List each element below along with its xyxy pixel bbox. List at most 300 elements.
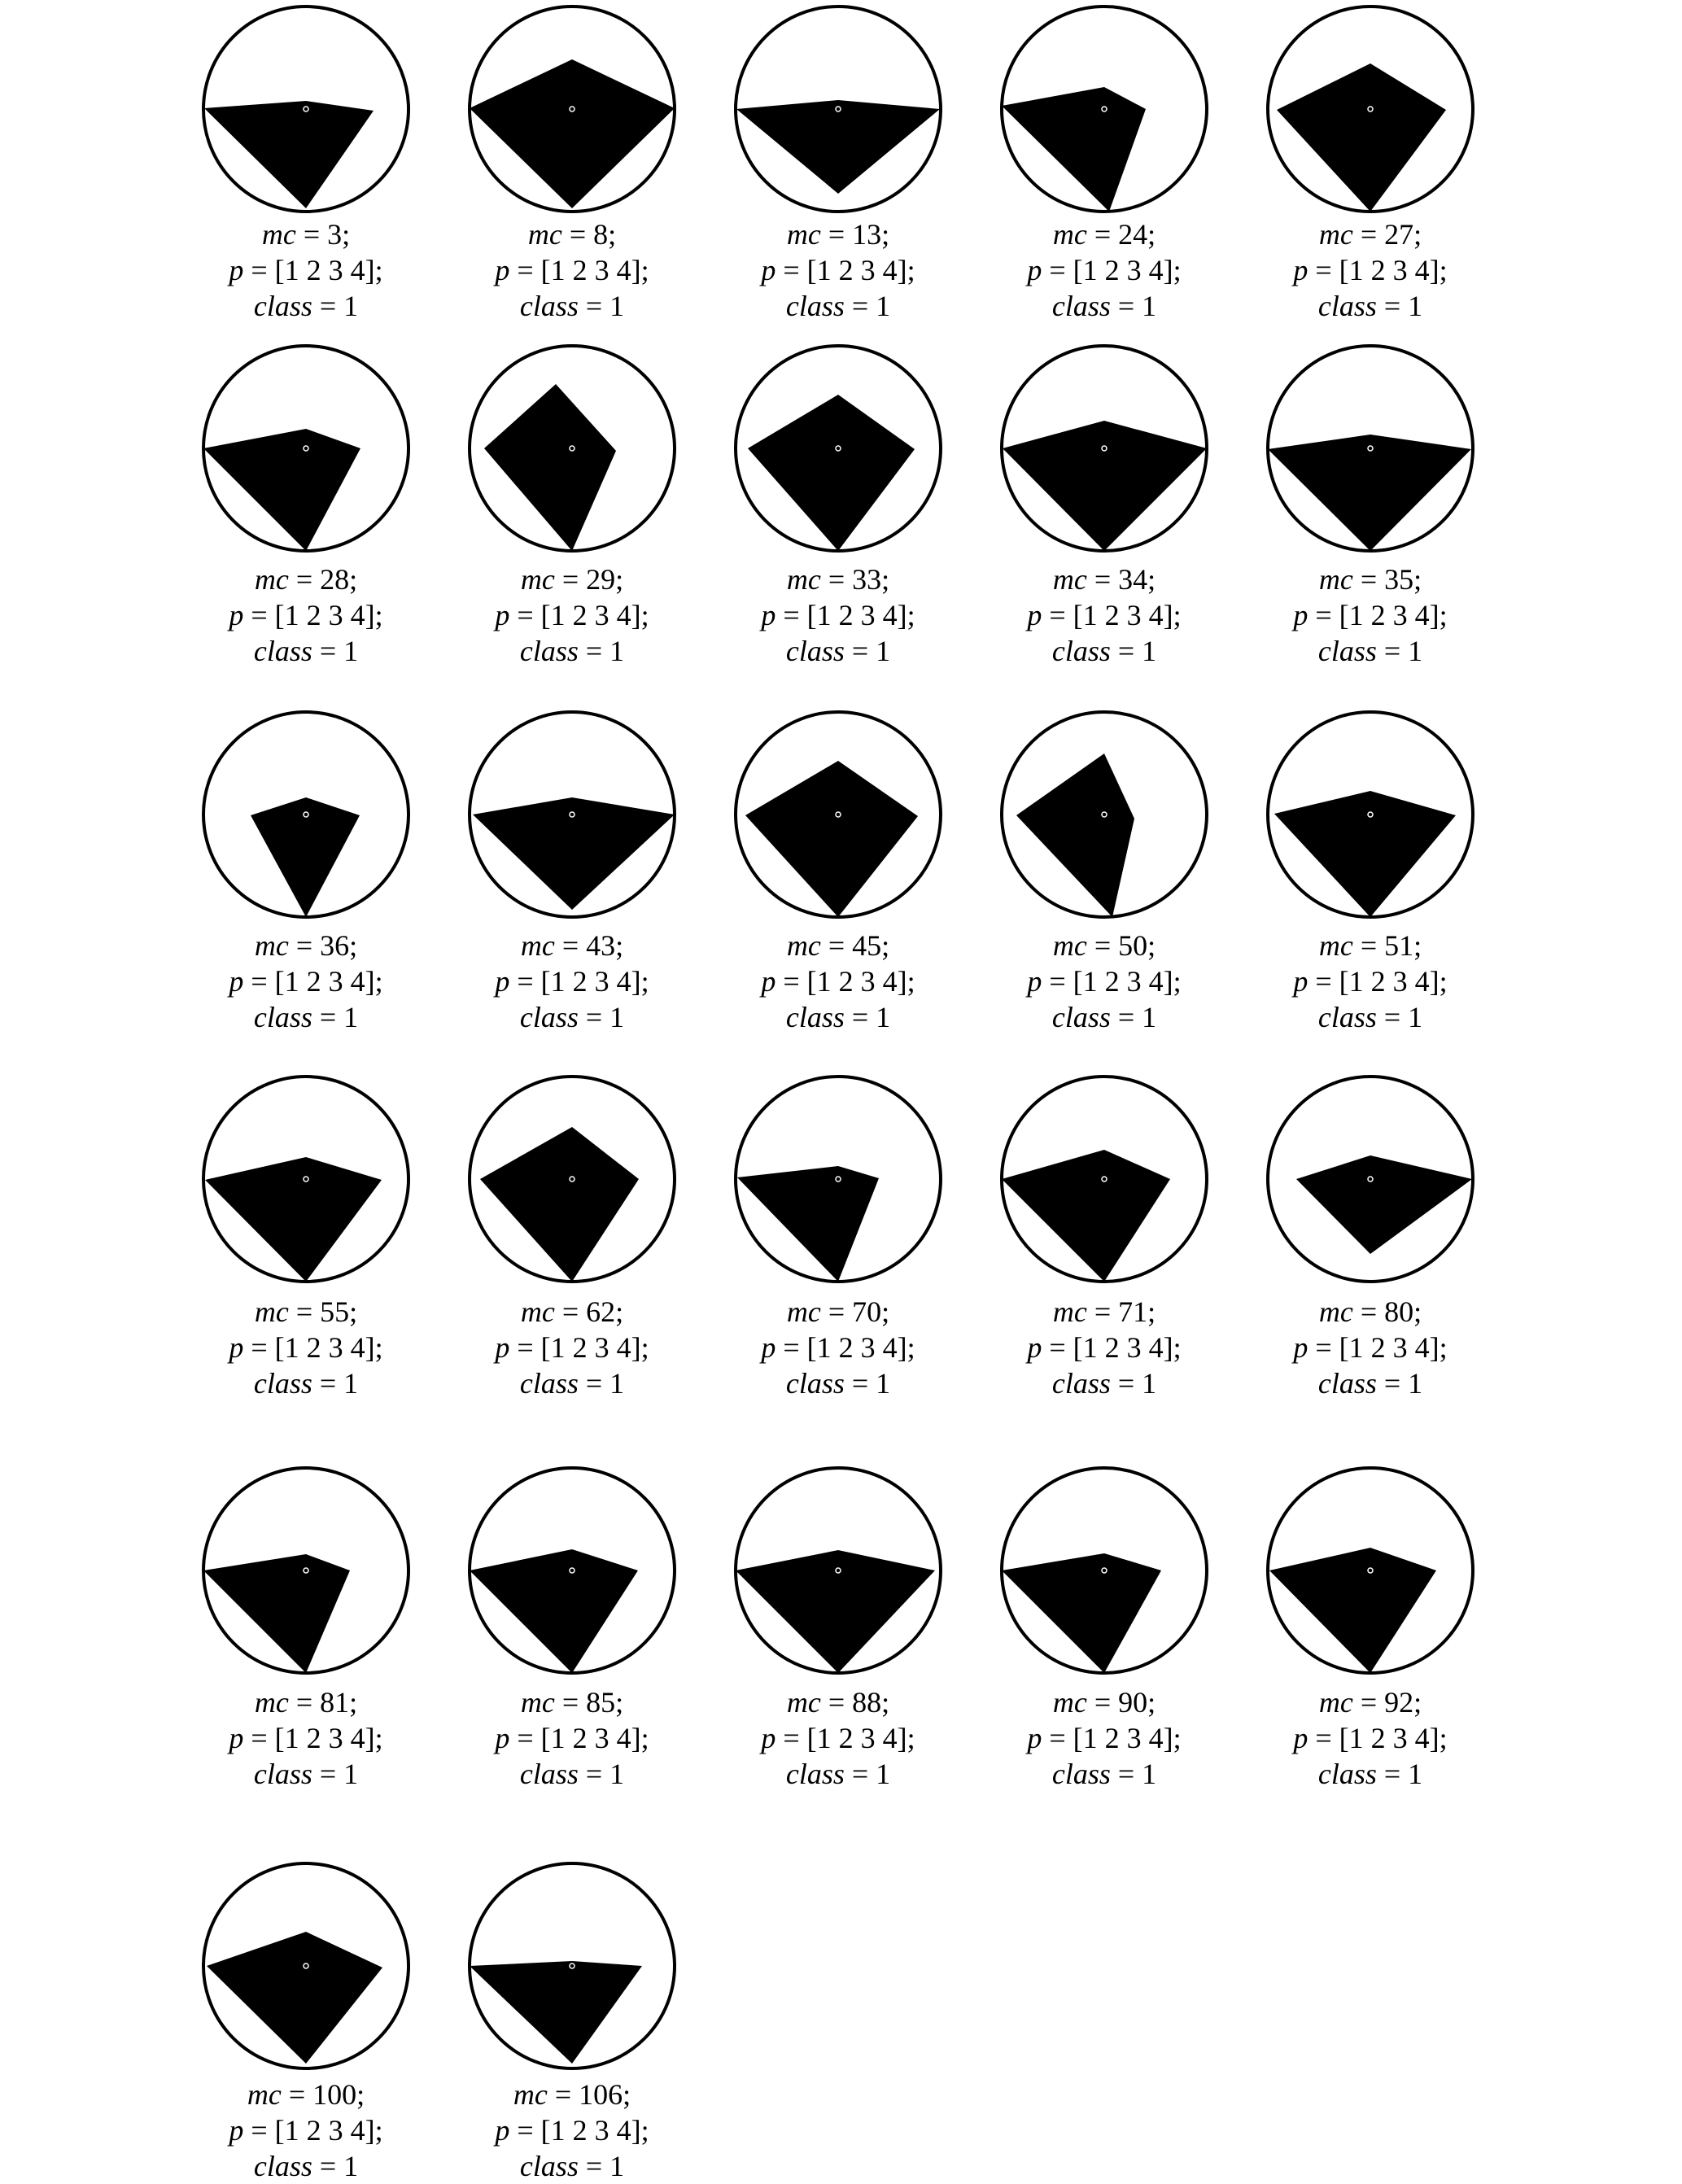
- caption-variable: mc: [1052, 1295, 1087, 1328]
- caption-mc: [1240, 216, 1501, 252]
- caption-equals: =: [243, 965, 275, 998]
- caption-mc: [708, 928, 968, 963]
- caption-semicolon: ;: [1147, 563, 1156, 596]
- caption-value: 27: [1384, 218, 1414, 251]
- caption-variable: p: [495, 254, 510, 286]
- caption-equals: =: [1308, 599, 1339, 631]
- panel-caption: [176, 1294, 436, 1401]
- caption-equals: =: [844, 1367, 876, 1400]
- caption-equals: =: [561, 218, 594, 251]
- caption-variable: class: [519, 1758, 579, 1790]
- caption-variable: class: [785, 1758, 845, 1790]
- caption-p: [974, 597, 1234, 633]
- caption-p: [176, 963, 436, 999]
- caption-equals: =: [1110, 1758, 1142, 1790]
- caption-equals: =: [312, 635, 344, 667]
- caption-semicolon: ;: [1173, 1722, 1182, 1754]
- panel-caption: [176, 2077, 436, 2184]
- caption-equals: =: [554, 1686, 587, 1719]
- caption-semicolon: ;: [1439, 599, 1448, 631]
- caption-value: 1: [343, 1758, 359, 1790]
- caption-value: 1: [876, 1001, 891, 1033]
- caption-equals: =: [1110, 1001, 1142, 1033]
- caption-equals: =: [1110, 290, 1142, 322]
- caption-variable: p: [1027, 965, 1042, 998]
- caption-value: 43: [586, 929, 616, 962]
- caption-semicolon: ;: [907, 1331, 915, 1364]
- caption-p: [442, 1720, 702, 1756]
- caption-variable: class: [1051, 635, 1111, 667]
- caption-semicolon: ;: [615, 929, 624, 962]
- panel-caption: [708, 216, 968, 324]
- caption-equals: =: [578, 635, 610, 667]
- caption-equals: =: [1308, 254, 1339, 286]
- caption-equals: =: [1376, 1367, 1409, 1400]
- caption-equals: =: [775, 254, 807, 286]
- caption-mc: [708, 1294, 968, 1330]
- caption-mc: [708, 561, 968, 597]
- caption-semicolon: ;: [1147, 1686, 1156, 1719]
- panel-caption: [442, 2077, 702, 2184]
- caption-p: [708, 597, 968, 633]
- caption-p: [708, 1720, 968, 1756]
- caption-p: [176, 1330, 436, 1365]
- caption-equals: =: [820, 563, 853, 596]
- caption-class: [1240, 288, 1501, 324]
- caption-value: [1 2 3 4]: [806, 1722, 907, 1754]
- caption-value: 50: [1118, 929, 1148, 962]
- caption-semicolon: ;: [374, 2114, 383, 2147]
- panel-caption: [442, 561, 702, 669]
- caption-class: [974, 1756, 1234, 1792]
- caption-variable: class: [1051, 1758, 1111, 1790]
- caption-value: [1 2 3 4]: [1073, 254, 1173, 286]
- caption-variable: mc: [520, 1686, 555, 1719]
- caption-equals: =: [820, 1686, 853, 1719]
- caption-value: [1 2 3 4]: [540, 1722, 641, 1754]
- panel-100: [203, 1863, 408, 2068]
- caption-value: 1: [1142, 1758, 1157, 1790]
- caption-class: [176, 633, 436, 669]
- caption-value: 1: [876, 635, 891, 667]
- caption-equals: =: [1352, 929, 1385, 962]
- caption-variable: class: [519, 635, 579, 667]
- caption-variable: p: [1293, 599, 1308, 631]
- caption-mc: [974, 928, 1234, 963]
- caption-value: [1 2 3 4]: [806, 599, 907, 631]
- caption-semicolon: ;: [349, 1295, 358, 1328]
- caption-equals: =: [509, 1331, 541, 1364]
- caption-variable: class: [519, 290, 579, 322]
- panel-caption: [974, 1684, 1234, 1792]
- caption-equals: =: [1110, 1367, 1142, 1400]
- caption-equals: =: [1086, 218, 1119, 251]
- caption-equals: =: [844, 1758, 876, 1790]
- caption-equals: =: [281, 2078, 313, 2111]
- caption-variable: mc: [1052, 563, 1087, 596]
- caption-mc: [708, 216, 968, 252]
- caption-value: [1 2 3 4]: [274, 1722, 375, 1754]
- caption-variable: p: [495, 1722, 510, 1754]
- caption-class: [708, 633, 968, 669]
- caption-mc: [974, 216, 1234, 252]
- panel-caption: [708, 1684, 968, 1792]
- caption-variable: p: [761, 599, 776, 631]
- caption-variable: mc: [1052, 929, 1087, 962]
- caption-variable: class: [253, 2150, 312, 2182]
- caption-value: 92: [1384, 1686, 1414, 1719]
- caption-semicolon: ;: [615, 1295, 624, 1328]
- caption-variable: class: [519, 1001, 579, 1033]
- caption-p: [176, 252, 436, 288]
- panel-caption: [974, 561, 1234, 669]
- panel-caption: [176, 1684, 436, 1792]
- panel-caption: [708, 1294, 968, 1401]
- caption-equals: =: [288, 1686, 321, 1719]
- caption-value: 29: [586, 563, 616, 596]
- caption-variable: class: [253, 635, 312, 667]
- caption-equals: =: [243, 254, 275, 286]
- caption-variable: p: [495, 599, 510, 631]
- caption-value: 1: [609, 1001, 625, 1033]
- panel-caption: [974, 1294, 1234, 1401]
- caption-semicolon: ;: [1413, 929, 1422, 962]
- caption-value: 1: [609, 635, 625, 667]
- caption-semicolon: ;: [374, 599, 383, 631]
- caption-variable: p: [1293, 1331, 1308, 1364]
- panel-caption: [1240, 216, 1501, 324]
- caption-class: [708, 288, 968, 324]
- caption-semicolon: ;: [1147, 1295, 1156, 1328]
- caption-value: [1 2 3 4]: [274, 2114, 375, 2147]
- caption-equals: =: [312, 290, 344, 322]
- caption-equals: =: [509, 2114, 541, 2147]
- caption-class: [442, 999, 702, 1035]
- caption-variable: mc: [261, 218, 296, 251]
- caption-value: 81: [320, 1686, 350, 1719]
- caption-value: [1 2 3 4]: [1073, 1722, 1173, 1754]
- panel-caption: [974, 928, 1234, 1035]
- caption-semicolon: ;: [640, 599, 649, 631]
- panel-24: [1002, 7, 1207, 212]
- caption-variable: mc: [520, 563, 555, 596]
- caption-equals: =: [820, 1295, 853, 1328]
- caption-semicolon: ;: [356, 2078, 365, 2111]
- caption-semicolon: ;: [1147, 218, 1156, 251]
- caption-variable: p: [761, 1722, 776, 1754]
- panel-caption: [176, 928, 436, 1035]
- caption-semicolon: ;: [349, 563, 358, 596]
- caption-equals: =: [1086, 563, 1119, 596]
- caption-equals: =: [775, 599, 807, 631]
- caption-value: [1 2 3 4]: [274, 965, 375, 998]
- panel-caption: [176, 216, 436, 324]
- caption-semicolon: ;: [1173, 254, 1182, 286]
- panel-caption: [442, 216, 702, 324]
- caption-class: [176, 2148, 436, 2184]
- caption-p: [974, 963, 1234, 999]
- caption-semicolon: ;: [374, 965, 383, 998]
- caption-equals: =: [1352, 1295, 1385, 1328]
- caption-semicolon: ;: [623, 2078, 631, 2111]
- panel-caption: [442, 1684, 702, 1792]
- caption-equals: =: [288, 563, 321, 596]
- caption-variable: class: [1051, 1001, 1111, 1033]
- caption-value: 3: [327, 218, 343, 251]
- caption-value: 70: [852, 1295, 882, 1328]
- caption-class: [176, 288, 436, 324]
- caption-equals: =: [578, 2150, 610, 2182]
- caption-variable: class: [1051, 1367, 1111, 1400]
- caption-variable: p: [495, 1331, 510, 1364]
- caption-value: 36: [320, 929, 350, 962]
- caption-value: 1: [1408, 290, 1423, 322]
- panel-71: [1002, 1077, 1207, 1282]
- caption-equals: =: [775, 1331, 807, 1364]
- caption-equals: =: [578, 1001, 610, 1033]
- caption-semicolon: ;: [881, 563, 890, 596]
- caption-mc: [442, 561, 702, 597]
- caption-value: [1 2 3 4]: [274, 1331, 375, 1364]
- caption-variable: class: [1317, 1367, 1377, 1400]
- caption-p: [1240, 252, 1501, 288]
- caption-mc: [974, 1684, 1234, 1720]
- panel-caption: [176, 561, 436, 669]
- caption-equals: =: [1042, 965, 1073, 998]
- caption-value: 1: [609, 1758, 625, 1790]
- caption-variable: class: [785, 290, 845, 322]
- caption-equals: =: [509, 965, 541, 998]
- caption-equals: =: [1042, 1722, 1073, 1754]
- caption-value: 1: [343, 1001, 359, 1033]
- caption-variable: p: [1293, 254, 1308, 286]
- caption-variable: mc: [254, 1295, 289, 1328]
- caption-value: 55: [320, 1295, 350, 1328]
- caption-variable: p: [229, 965, 244, 998]
- caption-equals: =: [1042, 599, 1073, 631]
- panel-62: [470, 1077, 675, 1282]
- caption-class: [442, 288, 702, 324]
- caption-variable: class: [253, 1367, 312, 1400]
- caption-semicolon: ;: [1439, 965, 1448, 998]
- caption-variable: mc: [1052, 1686, 1087, 1719]
- panel-caption: [974, 216, 1234, 324]
- caption-semicolon: ;: [1439, 1331, 1448, 1364]
- caption-value: 1: [343, 2150, 359, 2182]
- caption-value: 1: [1408, 635, 1423, 667]
- caption-p: [1240, 963, 1501, 999]
- caption-semicolon: ;: [907, 599, 915, 631]
- caption-equals: =: [554, 929, 587, 962]
- caption-value: 1: [1408, 1001, 1423, 1033]
- caption-variable: mc: [786, 1686, 821, 1719]
- caption-mc: [974, 1294, 1234, 1330]
- caption-value: 62: [586, 1295, 616, 1328]
- caption-class: [1240, 633, 1501, 669]
- caption-value: 88: [852, 1686, 882, 1719]
- caption-equals: =: [820, 218, 853, 251]
- caption-value: 1: [1142, 635, 1157, 667]
- caption-equals: =: [1042, 254, 1073, 286]
- caption-class: [708, 1365, 968, 1401]
- caption-equals: =: [312, 1001, 344, 1033]
- caption-equals: =: [775, 1722, 807, 1754]
- caption-variable: mc: [513, 2078, 548, 2111]
- caption-variable: p: [229, 2114, 244, 2147]
- caption-value: 28: [320, 563, 350, 596]
- caption-mc: [176, 561, 436, 597]
- caption-equals: =: [1376, 635, 1409, 667]
- caption-mc: [1240, 1294, 1501, 1330]
- caption-mc: [176, 1294, 436, 1330]
- caption-value: 1: [609, 290, 625, 322]
- panel-caption: [1240, 1684, 1501, 1792]
- caption-variable: p: [761, 254, 776, 286]
- caption-value: [1 2 3 4]: [1339, 254, 1440, 286]
- caption-value: 1: [1142, 1001, 1157, 1033]
- caption-value: 1: [1408, 1367, 1423, 1400]
- caption-value: 1: [343, 635, 359, 667]
- caption-variable: p: [495, 2114, 510, 2147]
- caption-value: 1: [876, 1367, 891, 1400]
- caption-p: [176, 1720, 436, 1756]
- caption-p: [442, 1330, 702, 1365]
- caption-equals: =: [1110, 635, 1142, 667]
- caption-equals: =: [288, 1295, 321, 1328]
- caption-variable: p: [1293, 965, 1308, 998]
- caption-value: 1: [343, 1367, 359, 1400]
- caption-value: 1: [876, 1758, 891, 1790]
- panel-27: [1268, 7, 1473, 212]
- caption-semicolon: ;: [881, 929, 890, 962]
- caption-variable: class: [1317, 290, 1377, 322]
- caption-value: [1 2 3 4]: [540, 254, 641, 286]
- caption-variable: p: [495, 965, 510, 998]
- caption-semicolon: ;: [1173, 599, 1182, 631]
- caption-equals: =: [1352, 218, 1385, 251]
- caption-semicolon: ;: [1173, 1331, 1182, 1364]
- caption-class: [974, 633, 1234, 669]
- caption-variable: p: [1027, 599, 1042, 631]
- caption-value: 80: [1384, 1295, 1414, 1328]
- caption-equals: =: [1308, 1722, 1339, 1754]
- caption-variable: class: [1317, 1001, 1377, 1033]
- caption-semicolon: ;: [1413, 1295, 1422, 1328]
- caption-class: [974, 288, 1234, 324]
- caption-equals: =: [1308, 1331, 1339, 1364]
- caption-class: [974, 999, 1234, 1035]
- caption-variable: p: [1293, 1722, 1308, 1754]
- caption-mc: [1240, 928, 1501, 963]
- caption-value: 8: [593, 218, 609, 251]
- caption-equals: =: [312, 1758, 344, 1790]
- caption-equals: =: [243, 1331, 275, 1364]
- caption-mc: [176, 1684, 436, 1720]
- panel-caption: [442, 1294, 702, 1401]
- caption-equals: =: [243, 2114, 275, 2147]
- caption-p: [974, 1330, 1234, 1365]
- caption-mc: [442, 216, 702, 252]
- panel-88: [736, 1468, 941, 1673]
- caption-variable: p: [761, 965, 776, 998]
- caption-mc: [442, 928, 702, 963]
- panel-51: [1268, 712, 1473, 917]
- caption-equals: =: [1086, 929, 1119, 962]
- caption-class: [442, 633, 702, 669]
- caption-equals: =: [1086, 1686, 1119, 1719]
- caption-p: [442, 252, 702, 288]
- caption-equals: =: [295, 218, 328, 251]
- caption-semicolon: ;: [640, 1331, 649, 1364]
- caption-semicolon: ;: [615, 1686, 624, 1719]
- panel-55: [203, 1077, 408, 1282]
- panel-caption: [442, 928, 702, 1035]
- panel-106: [470, 1863, 675, 2068]
- caption-variable: class: [785, 635, 845, 667]
- caption-variable: class: [253, 1758, 312, 1790]
- caption-equals: =: [1376, 1758, 1409, 1790]
- caption-equals: =: [554, 1295, 587, 1328]
- caption-variable: mc: [786, 563, 821, 596]
- caption-semicolon: ;: [640, 2114, 649, 2147]
- caption-value: 1: [343, 290, 359, 322]
- caption-p: [176, 597, 436, 633]
- caption-variable: mc: [786, 1295, 821, 1328]
- caption-mc: [176, 216, 436, 252]
- caption-variable: class: [785, 1367, 845, 1400]
- caption-semicolon: ;: [1413, 218, 1422, 251]
- caption-value: [1 2 3 4]: [540, 1331, 641, 1364]
- caption-mc: [1240, 561, 1501, 597]
- caption-semicolon: ;: [1439, 254, 1448, 286]
- caption-value: [1 2 3 4]: [806, 1331, 907, 1364]
- caption-value: 24: [1118, 218, 1148, 251]
- caption-variable: mc: [520, 1295, 555, 1328]
- caption-mc: [442, 2077, 702, 2112]
- caption-equals: =: [820, 929, 853, 962]
- caption-equals: =: [1376, 1001, 1409, 1033]
- panel-8: [470, 7, 675, 212]
- caption-semicolon: ;: [1413, 563, 1422, 596]
- caption-class: [442, 2148, 702, 2184]
- caption-equals: =: [312, 2150, 344, 2182]
- caption-equals: =: [509, 254, 541, 286]
- caption-equals: =: [578, 290, 610, 322]
- caption-semicolon: ;: [374, 1331, 383, 1364]
- caption-semicolon: ;: [374, 1722, 383, 1754]
- caption-variable: mc: [1318, 1295, 1353, 1328]
- panel-34: [1002, 346, 1207, 551]
- caption-variable: mc: [254, 563, 289, 596]
- caption-variable: p: [229, 599, 244, 631]
- caption-variable: mc: [1052, 218, 1087, 251]
- caption-equals: =: [547, 2078, 579, 2111]
- caption-equals: =: [775, 965, 807, 998]
- caption-equals: =: [554, 563, 587, 596]
- caption-variable: mc: [254, 929, 289, 962]
- caption-equals: =: [509, 599, 541, 631]
- caption-variable: p: [229, 254, 244, 286]
- caption-class: [708, 1756, 968, 1792]
- panel-caption: [1240, 561, 1501, 669]
- caption-semicolon: ;: [907, 1722, 915, 1754]
- caption-variable: mc: [1318, 1686, 1353, 1719]
- caption-equals: =: [312, 1367, 344, 1400]
- caption-class: [442, 1365, 702, 1401]
- caption-value: 1: [1408, 1758, 1423, 1790]
- panel-33: [736, 346, 941, 551]
- panel-70: [736, 1077, 941, 1282]
